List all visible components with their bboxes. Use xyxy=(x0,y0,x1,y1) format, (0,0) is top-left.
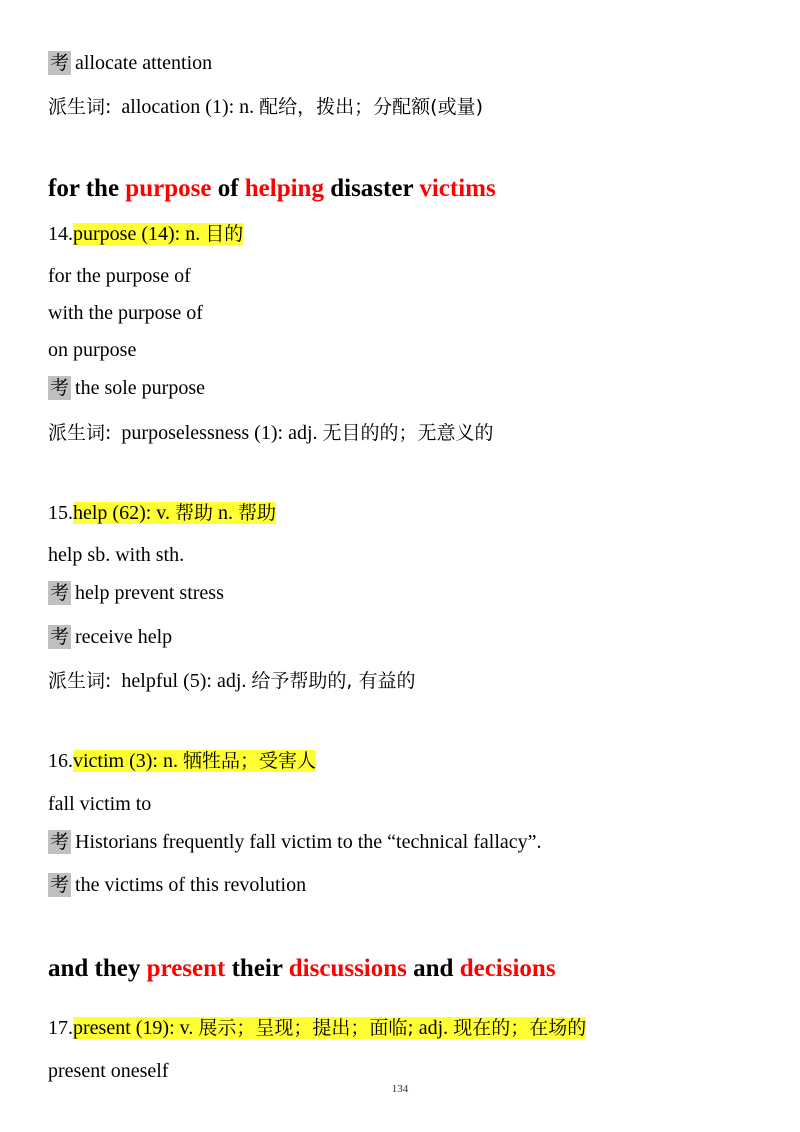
entry-definition xyxy=(73,1017,586,1039)
entry-pos: adj. xyxy=(418,1017,449,1039)
entry-meaning: 帮助 xyxy=(238,502,277,524)
heading-text: and they xyxy=(48,955,141,982)
derivative-line-purposelessness xyxy=(48,420,494,446)
exam-line-allocate xyxy=(48,50,212,76)
entry-16 xyxy=(48,748,316,774)
phrase: allocate attention xyxy=(75,52,213,74)
exam-tag: 考 xyxy=(50,874,70,896)
entry-17 xyxy=(48,1015,586,1041)
entry-number: 16. xyxy=(48,750,73,772)
exam-line-historians xyxy=(48,829,542,855)
derivative-word: allocation (1): n. xyxy=(121,96,255,118)
heading-keyword: decisions xyxy=(459,955,556,982)
phrase-line: fall victim to xyxy=(48,793,152,815)
heading-keyword: victims xyxy=(419,175,496,202)
entry-word: victim (3): n. xyxy=(73,750,178,772)
derivative-meaning: 给予帮助的, 有益的 xyxy=(251,670,416,692)
heading-text: of xyxy=(217,175,239,202)
derivative-word: purposelessness (1): adj. xyxy=(121,422,318,444)
entry-meaning: 目的 xyxy=(205,223,244,245)
entry-word: help (62): v. xyxy=(73,502,171,524)
entry-15 xyxy=(48,500,276,526)
phrase-line: on purpose xyxy=(48,339,137,361)
entry-word: purpose (14): n. xyxy=(73,223,201,245)
entry-meaning: 帮助 xyxy=(175,502,214,524)
phrase: Historians frequently fall victim to the “technical fallacy”. xyxy=(75,831,542,853)
derivative-tag: 派生词 xyxy=(48,96,106,118)
phrase-line: present oneself xyxy=(48,1060,169,1082)
heading-keyword: purpose xyxy=(125,175,212,202)
derivative-meaning: 配给，拨出；分配额(或量) xyxy=(259,96,483,118)
exam-tag: 考 xyxy=(50,582,70,604)
derivative-tag: 派生词 xyxy=(48,422,106,444)
phrase: help prevent stress xyxy=(75,582,224,604)
sentence-heading-2 xyxy=(48,953,556,985)
entry-definition xyxy=(73,223,243,245)
entry-word: present (19): v. xyxy=(73,1017,194,1039)
phrase-line: with the purpose of xyxy=(48,302,203,324)
phrase: the victims of this revolution xyxy=(75,874,307,896)
exam-tag: 考 xyxy=(50,831,70,853)
colon: : xyxy=(105,96,112,118)
entry-number: 14. xyxy=(48,223,73,245)
heading-keyword: discussions xyxy=(288,955,407,982)
heading-text: their xyxy=(231,955,283,982)
phrase-line: help sb. with sth. xyxy=(48,544,185,566)
heading-text: for the xyxy=(48,175,120,202)
entry-definition xyxy=(73,502,276,524)
entry-14 xyxy=(48,221,243,247)
phrase-line: for the purpose of xyxy=(48,265,191,287)
heading-keyword: present xyxy=(146,955,226,982)
exam-tag: 考 xyxy=(50,626,70,648)
heading-keyword: helping xyxy=(244,175,324,202)
derivative-line-allocation xyxy=(48,94,483,120)
phrase: receive help xyxy=(75,626,173,648)
colon: : xyxy=(105,422,112,444)
entry-meaning: 现在的；在场的 xyxy=(453,1017,587,1039)
entry-meaning: 展示；呈现；提出；面临; xyxy=(198,1017,414,1039)
entry-number: 17. xyxy=(48,1017,73,1039)
entry-pos: n. xyxy=(218,502,234,524)
phrase: the sole purpose xyxy=(75,377,205,399)
derivative-meaning: 无目的的；无意义的 xyxy=(322,422,494,444)
entry-number: 15. xyxy=(48,502,73,524)
entry-definition xyxy=(73,750,316,772)
exam-tag: 考 xyxy=(50,52,70,74)
exam-line-victims xyxy=(48,872,306,898)
exam-line-receive-help xyxy=(48,624,172,650)
exam-line-purpose xyxy=(48,375,205,401)
exam-line-help-prevent xyxy=(48,580,224,606)
heading-text: disaster xyxy=(330,175,414,202)
derivative-word: helpful (5): adj. xyxy=(121,670,247,692)
colon: : xyxy=(105,670,112,692)
exam-tag: 考 xyxy=(50,377,70,399)
entry-meaning: 牺牲品；受害人 xyxy=(182,750,316,772)
page-number: 134 xyxy=(391,1083,409,1095)
sentence-heading-1 xyxy=(48,173,496,205)
heading-text: and xyxy=(413,955,454,982)
derivative-line-helpful xyxy=(48,668,415,694)
derivative-tag: 派生词 xyxy=(48,670,106,692)
